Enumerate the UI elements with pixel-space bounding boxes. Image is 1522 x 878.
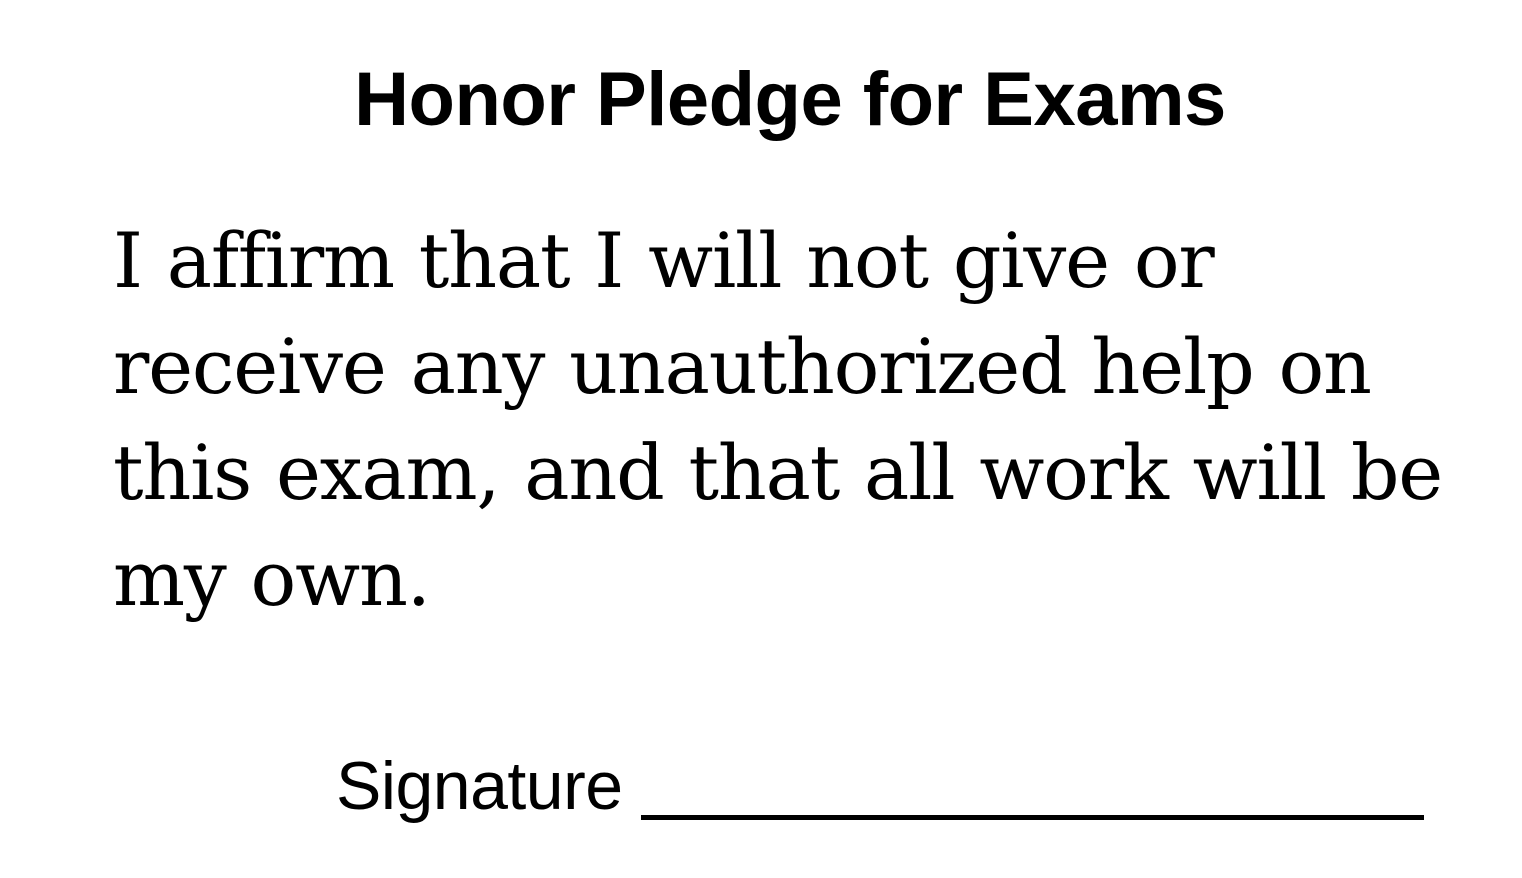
pledge-text: I affirm that I will not give or receive any unauthorized help on this exam, and that all work will be my own. (113, 216, 1443, 623)
signature-line[interactable] (641, 815, 1424, 820)
page-title: Honor Pledge for Exams (354, 57, 1226, 142)
signature-label: Signature (336, 748, 623, 824)
signature-row (336, 748, 1424, 824)
